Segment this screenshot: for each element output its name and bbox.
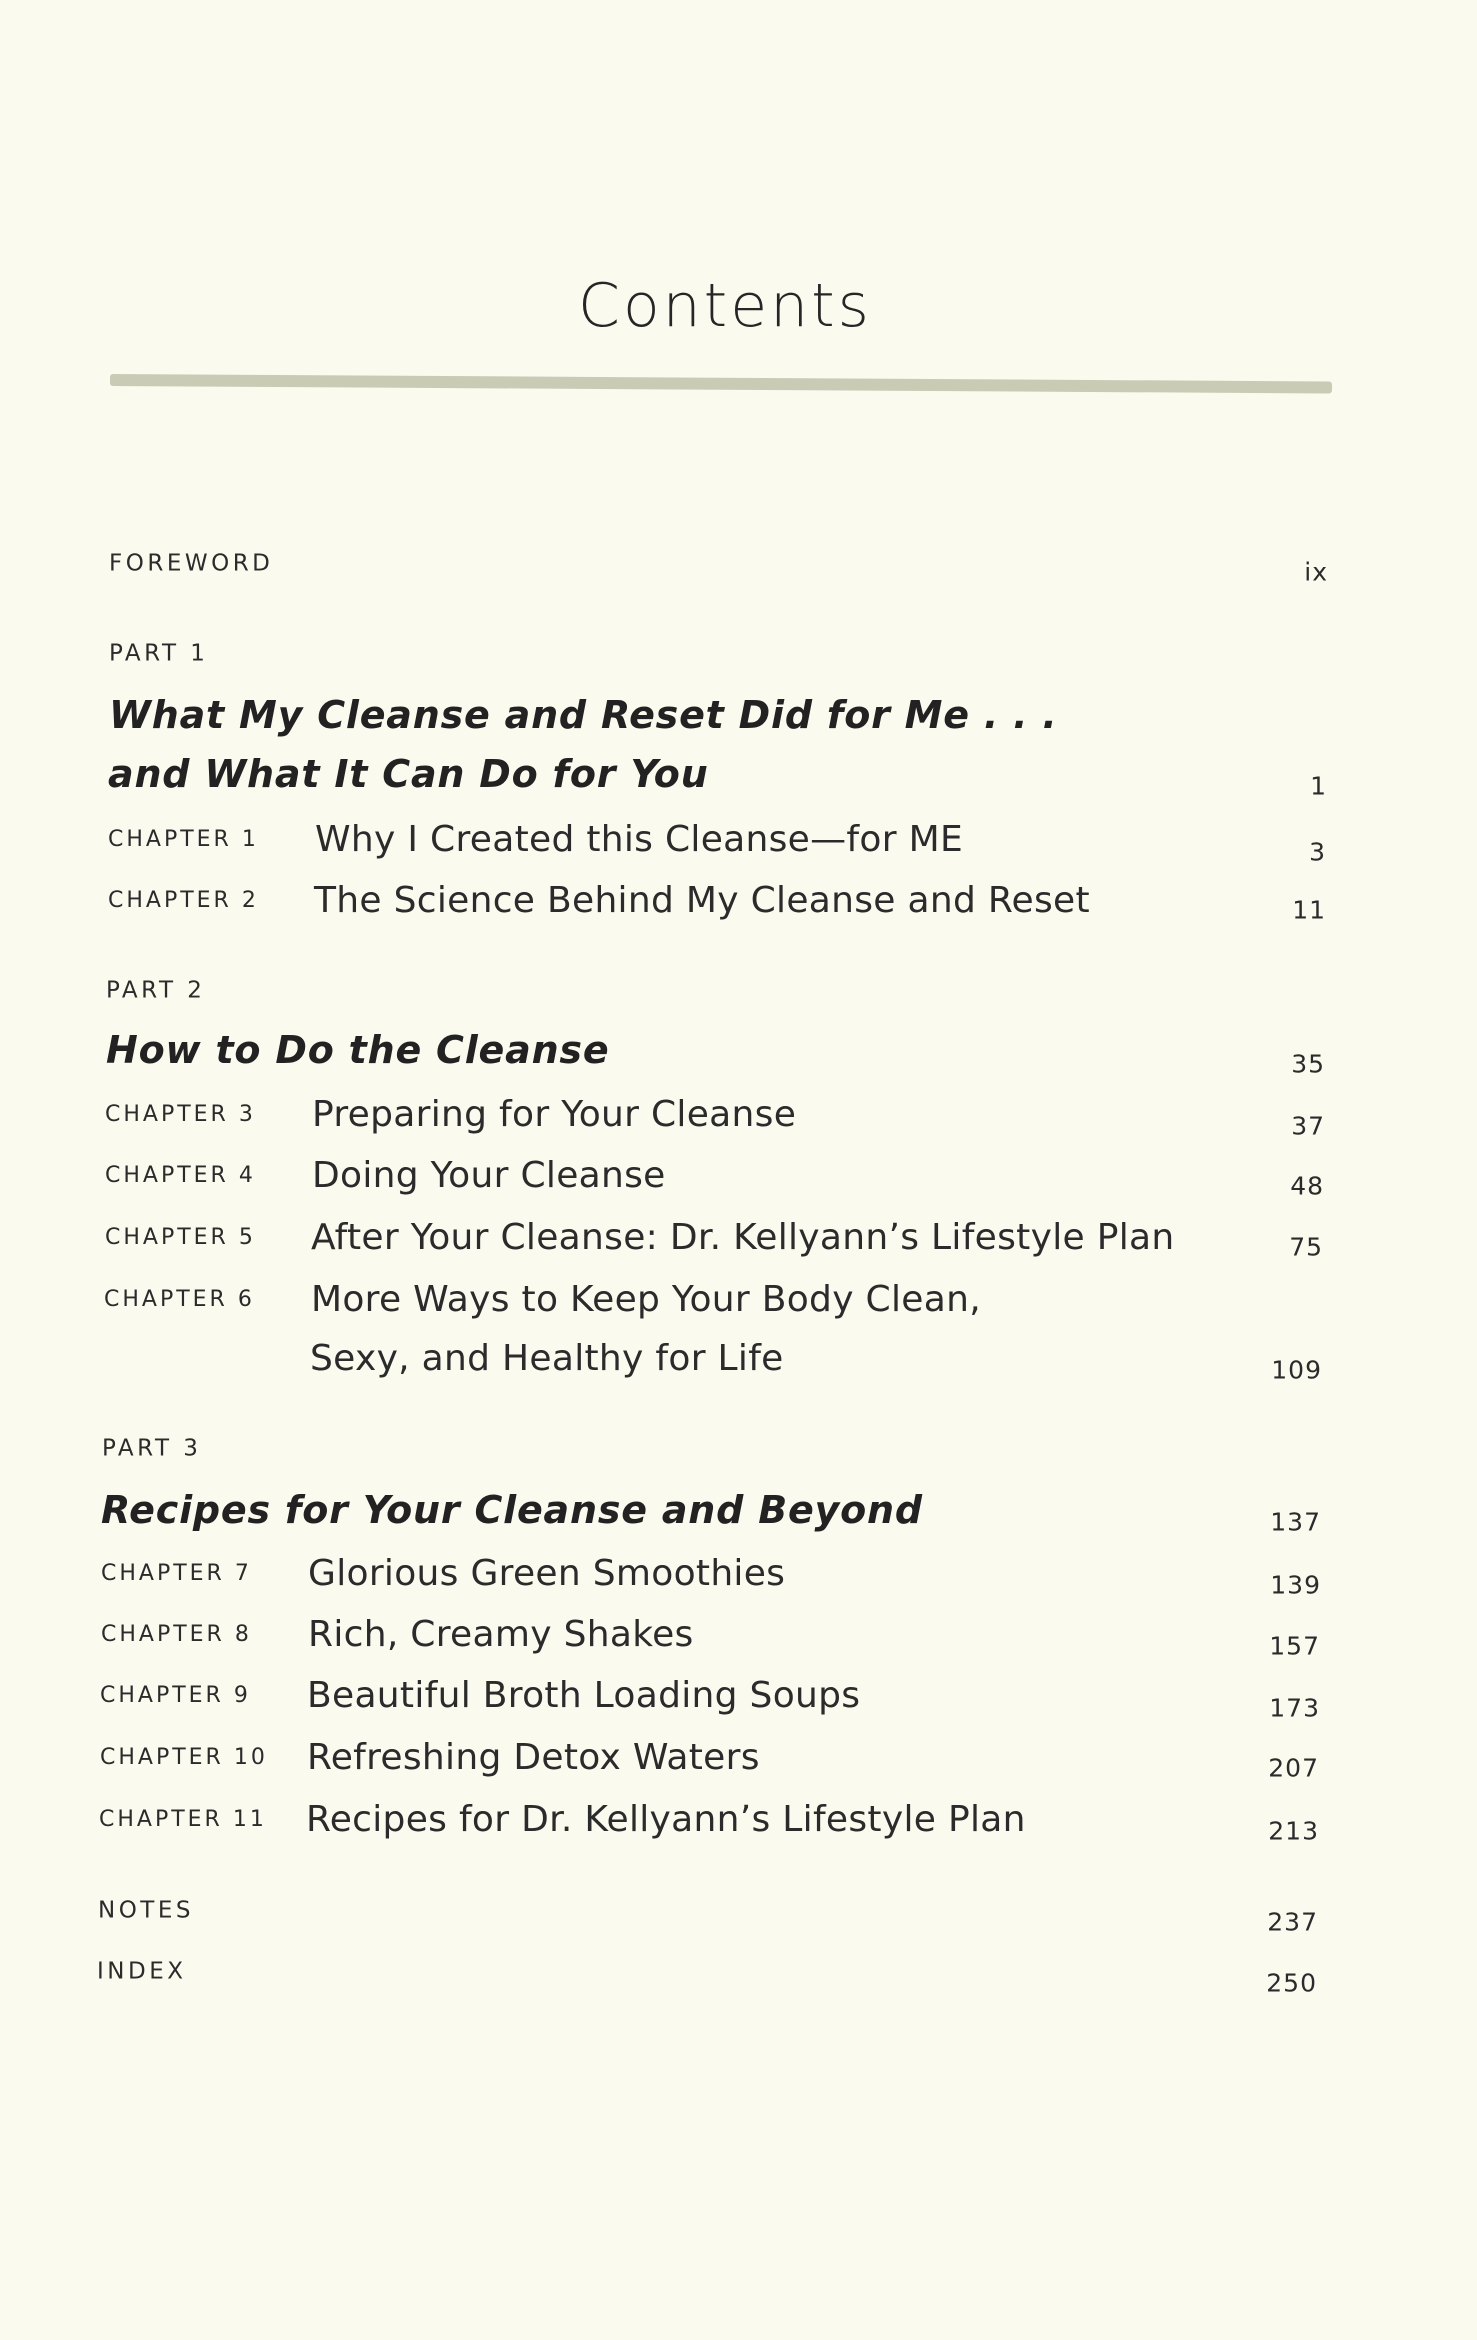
chapter-page: 207 <box>1268 1753 1319 1783</box>
chapter-title: Recipes for Dr. Kellyann’s Lifestyle Plan <box>306 1799 1026 1840</box>
part-page: 137 <box>1270 1507 1321 1537</box>
chapter-title: Why I Created this Cleanse—for ME <box>315 819 963 860</box>
chapter-page: 139 <box>1270 1570 1321 1600</box>
chapter-title: After Your Cleanse: Dr. Kellyann’s Lifestyle Plan <box>311 1217 1175 1258</box>
chapter-title: Beautiful Broth Loading Soups <box>307 1675 861 1716</box>
chapter-title: Sexy, and Healthy for Life <box>310 1338 784 1379</box>
chapter-page: 157 <box>1269 1631 1320 1661</box>
part-title: Recipes for Your Cleanse and Beyond <box>101 1488 923 1532</box>
title-divider <box>110 374 1332 393</box>
notes-label: NOTES <box>98 1897 194 1924</box>
chapter-label: CHAPTER 10 <box>100 1745 268 1770</box>
foreword-label: FOREWORD <box>109 550 274 577</box>
index-label: INDEX <box>97 1958 187 1985</box>
chapter-page: 109 <box>1271 1355 1322 1385</box>
chapter-title: Doing Your Cleanse <box>312 1155 666 1196</box>
chapter-page: 3 <box>1309 837 1326 867</box>
part-title: How to Do the Cleanse <box>106 1028 610 1072</box>
chapter-label: CHAPTER 4 <box>105 1163 256 1188</box>
part-title: What My Cleanse and Reset Did for Me . . . <box>109 693 1058 737</box>
part-page: 1 <box>1310 771 1327 801</box>
foreword-page: ix <box>1304 557 1328 587</box>
chapter-label: CHAPTER 9 <box>100 1683 251 1708</box>
part-label: PART 2 <box>106 977 206 1004</box>
chapter-label: CHAPTER 8 <box>101 1622 252 1647</box>
chapter-label: CHAPTER 6 <box>104 1287 255 1312</box>
chapter-label: CHAPTER 11 <box>99 1807 267 1832</box>
part-label: PART 3 <box>102 1435 202 1462</box>
chapter-page: 37 <box>1291 1111 1325 1141</box>
chapter-label: CHAPTER 1 <box>108 827 259 852</box>
page-title: Contents <box>578 271 872 341</box>
chapter-page: 213 <box>1268 1816 1319 1846</box>
chapter-title: Refreshing Detox Waters <box>307 1737 760 1778</box>
chapter-title: The Science Behind My Cleanse and Reset <box>314 880 1090 921</box>
chapter-page: 173 <box>1269 1693 1320 1723</box>
index-page: 250 <box>1266 1968 1317 1998</box>
chapter-title: More Ways to Keep Your Body Clean, <box>311 1279 981 1320</box>
chapter-title: Rich, Creamy Shakes <box>308 1614 694 1655</box>
chapter-page: 48 <box>1290 1171 1324 1201</box>
chapter-title: Glorious Green Smoothies <box>308 1553 786 1594</box>
chapter-label: CHAPTER 5 <box>105 1225 256 1250</box>
part-title: and What It Can Do for You <box>108 752 709 796</box>
notes-page: 237 <box>1267 1907 1318 1937</box>
chapter-page: 75 <box>1289 1232 1323 1262</box>
chapter-label: CHAPTER 3 <box>105 1102 256 1127</box>
chapter-page: 11 <box>1292 895 1326 925</box>
part-label: PART 1 <box>109 640 209 667</box>
chapter-title: Preparing for Your Cleanse <box>312 1094 797 1135</box>
chapter-label: CHAPTER 7 <box>101 1561 252 1586</box>
part-page: 35 <box>1291 1049 1325 1079</box>
chapter-label: CHAPTER 2 <box>108 888 259 913</box>
